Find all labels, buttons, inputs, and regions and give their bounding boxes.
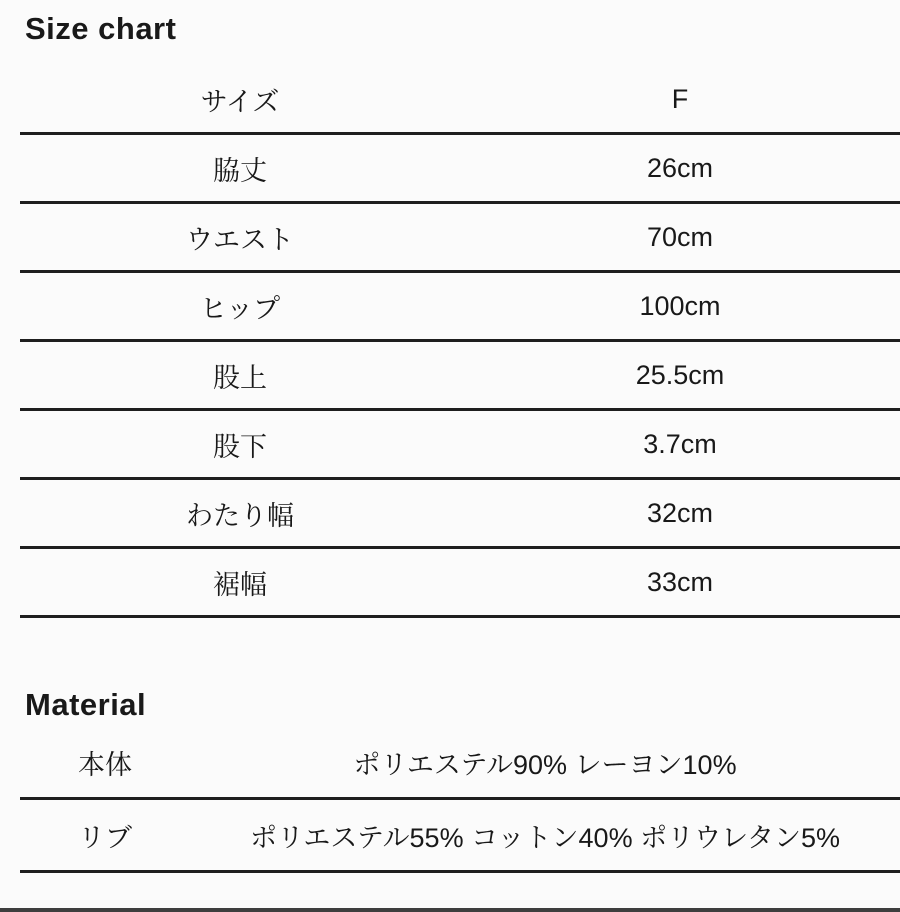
size-chart-title: Size chart	[25, 11, 177, 46]
row-label: 裾幅	[213, 569, 267, 600]
row-label: 本体	[78, 749, 132, 780]
table-row	[20, 800, 900, 873]
bottom-edge-bar	[0, 908, 900, 912]
row-value: ポリエステル55% コットン40% ポリウレタン5%	[249, 822, 841, 853]
row-value: ポリエステル90% レーヨン10%	[353, 749, 737, 780]
size-chart-table	[20, 66, 900, 618]
table-row	[20, 273, 900, 342]
material-title: Material	[25, 687, 147, 722]
row-value: 100cm	[639, 290, 721, 321]
row-label: リブ	[78, 822, 132, 853]
table-row	[20, 727, 900, 800]
row-label: ウエスト	[186, 224, 294, 255]
row-label: 股下	[213, 431, 267, 462]
row-label: わたり幅	[186, 500, 294, 531]
row-value: 32cm	[646, 497, 714, 528]
table-row	[20, 480, 900, 549]
row-value: 70cm	[646, 221, 714, 252]
table-row	[20, 204, 900, 273]
row-label: ヒップ	[199, 293, 281, 324]
table-row	[20, 411, 900, 480]
row-value: 33cm	[646, 566, 714, 597]
table-row	[20, 549, 900, 618]
table-row	[20, 135, 900, 204]
row-label: 股上	[213, 362, 267, 393]
column-header-size: サイズ	[200, 86, 280, 117]
size-chart-header-row	[20, 66, 900, 135]
row-value: 3.7cm	[643, 428, 717, 459]
table-row	[20, 342, 900, 411]
material-table	[20, 727, 900, 873]
column-header-f: F	[671, 83, 689, 114]
row-label: 脇丈	[213, 155, 267, 186]
row-value: 25.5cm	[635, 359, 725, 390]
row-value: 26cm	[646, 152, 714, 183]
